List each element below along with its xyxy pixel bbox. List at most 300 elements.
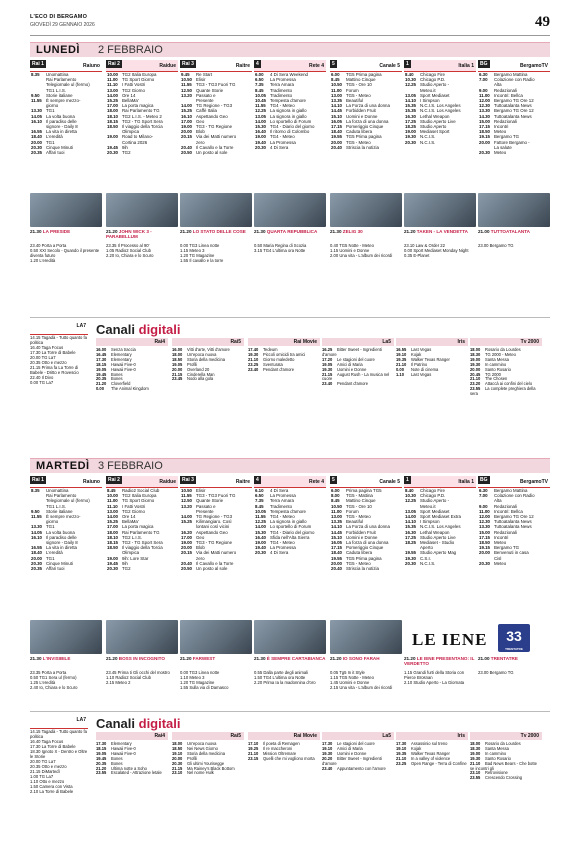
program-title: Walker Texas Ranger <box>411 356 450 362</box>
primetime-caption: 21.30 È SEMPRE CARTABIANCA <box>254 656 326 661</box>
program-title: Olimpica <box>122 129 140 135</box>
program-title: Rosario da Lourdes <box>485 741 521 746</box>
program-time: 19.35 <box>396 750 407 756</box>
late-program: 1.20 L'eredità <box>30 258 56 263</box>
late-programs <box>106 670 178 685</box>
program-title: giorno <box>46 103 59 109</box>
program-title: TG1 L.I.S. <box>46 87 67 93</box>
program-time: 8.35 <box>31 488 40 493</box>
program-title: Incontri: Bellca <box>494 92 523 98</box>
program-title: Il poeta di Remagen <box>263 741 300 746</box>
program-title: TG2 <box>122 566 131 572</box>
program-time: 6.10 <box>255 488 264 493</box>
program-title: Forum <box>346 87 359 93</box>
program-time: 8.45 <box>107 488 116 493</box>
program-title: Bad News Bears - Che botte se incontri gli <box>470 760 537 771</box>
program-time: 14.05 <box>31 113 42 119</box>
program-title: L'eredità <box>46 134 63 140</box>
program-time: 12.30 <box>479 103 490 109</box>
la7-program: 21.15 DiMartedì <box>30 769 60 774</box>
program-title: La vita in diretta <box>46 129 77 135</box>
program-title: Pendant d'amore <box>263 366 295 372</box>
channel-header <box>30 60 102 72</box>
program-time: 18.00 <box>107 529 118 535</box>
program-title: Il Cavallo e la Torre <box>196 560 234 566</box>
program-time: 16.05 <box>331 118 342 124</box>
la7-program: 20.00 TG La7 <box>30 759 56 764</box>
program-title: Presente <box>196 98 214 104</box>
program-title: Crescendo Crossing <box>485 775 523 781</box>
program-title: TG4 - Meteo <box>270 134 295 140</box>
program-time: 10.00 <box>107 493 118 499</box>
program-time: 19.10 <box>322 745 333 751</box>
program-time: 14.00 <box>107 92 118 98</box>
program-time: 16.55 <box>31 129 42 135</box>
rai2-logo: Rai 2 <box>108 477 120 483</box>
program-time: 21.15 <box>172 765 183 771</box>
program-time: 19.55 <box>331 555 342 561</box>
primetime-photo <box>30 193 102 227</box>
program-time: 11.10 <box>107 82 118 88</box>
program-time: 20.30 <box>172 760 183 766</box>
program-time: 11.55 <box>255 514 266 520</box>
channel-column <box>254 476 326 556</box>
la7-logo: LA7 <box>30 718 88 729</box>
digital-channel-header: La5 <box>322 338 394 346</box>
program-title: Elementary <box>111 741 132 746</box>
la7-program: 14.15 Tagadà - Tutto quanto fa politica <box>30 335 87 345</box>
program-time: 19.40 <box>255 139 266 145</box>
program-title: Storie italiane <box>46 508 73 514</box>
program-time: 23.55 <box>96 770 107 776</box>
program-title: Cinque Minuti <box>46 560 73 566</box>
program-time: 13.05 <box>405 92 416 98</box>
program-time: 21.15 <box>172 371 183 377</box>
la7-program: 17.30 La Torre di Babele <box>30 744 76 749</box>
program-time: 21.10 <box>396 755 407 761</box>
program-time: 11.00 <box>479 508 490 514</box>
program-title: Uomini e Donne <box>346 113 378 119</box>
la7-program: 20.35 Otto e mezzo <box>30 360 67 365</box>
program-row <box>404 140 476 145</box>
late-program: 1.15 TG5 Notte - Meteo <box>330 675 374 680</box>
program-time: 19.00 <box>405 129 416 135</box>
late-program: 23.40 Porta a Porta <box>30 243 67 248</box>
program-time: 6.00 <box>331 72 340 77</box>
program-title: La signora in giallo <box>270 113 307 119</box>
channel-name: Raitre <box>235 479 250 485</box>
channel-column <box>404 60 476 145</box>
program-title: TG4 - Meteo <box>270 540 295 546</box>
program-time: 18.00 <box>470 347 481 352</box>
program-title: Mediaset - Studio <box>420 540 455 546</box>
program-row <box>30 150 102 155</box>
program-time: 12.50 <box>181 87 192 93</box>
program-time: 19.00 <box>255 134 266 140</box>
channel-column <box>180 476 252 571</box>
program-time: 11.10 <box>107 503 118 509</box>
la7-program: 1.50 Camera con Vista <box>30 784 73 789</box>
channel-header <box>478 476 550 488</box>
program-title: Bitter Sweet - Ingredienti d'amore <box>322 347 382 357</box>
program-time: 15.00 <box>479 118 490 124</box>
program-time: 15.35 <box>405 108 416 114</box>
program-title: Via dei Matti numero <box>196 550 237 556</box>
program-title: I Simpson <box>420 519 440 525</box>
program-time: 18.10 <box>107 113 118 119</box>
program-title: 9ih <box>122 560 128 566</box>
primetime-time: 21.20 <box>180 229 193 234</box>
channel-column <box>254 60 326 150</box>
program-title: Quante Storie <box>196 498 224 504</box>
program-title: Bones <box>111 376 123 382</box>
late-program: 0.40 TG5 Notte - Meteo <box>330 243 374 248</box>
program-title: Studio Aperto - <box>420 498 450 504</box>
program-title: Bitter Sweet - Ingredienti d'amore <box>322 755 382 766</box>
program-title: TG4 - Meteo <box>270 514 295 520</box>
late-programs <box>180 243 252 263</box>
program-title: TG Regione - TG3 <box>196 103 233 109</box>
program-title: Unomattina <box>46 488 69 493</box>
digital-channel-header: Tv 2000 <box>470 732 542 740</box>
program-time: 21.10 <box>470 376 481 382</box>
la7-program: 1.10 Otto e mezzo <box>30 779 65 784</box>
rete4-logo: 4 <box>256 61 259 67</box>
program-time: 19.30 <box>322 366 333 372</box>
rai2-logo: Rai 2 <box>108 61 120 67</box>
program-title: Walker Texas Ranger <box>411 750 450 756</box>
digital-channel-column <box>96 742 168 776</box>
program-title: Il re maccheroni <box>263 745 293 751</box>
late-programs <box>404 670 476 685</box>
program-time: 23.55 <box>470 775 481 781</box>
program-title: La porta magica <box>122 524 154 530</box>
primetime-time: 21.00 <box>478 229 491 234</box>
program-time: 14.45 <box>331 529 342 535</box>
program-time: 19.10 <box>396 351 407 357</box>
program-title: La Forza di una donna <box>346 524 390 530</box>
program-time: 13.30 <box>31 108 42 114</box>
program-time: 15.25 <box>181 108 192 114</box>
program-time: 19.10 <box>396 745 407 751</box>
program-title: N.C.I.S. <box>420 134 436 140</box>
program-title: Un'epoca nuova <box>187 351 217 357</box>
program-title: Sport Mediaset Extra <box>420 514 461 520</box>
program-time: 16.45 <box>96 351 107 357</box>
program-time: 20.30 <box>479 150 490 156</box>
program-time: 20.35 <box>31 150 42 156</box>
program-title: Studio Aperto Mag <box>420 550 457 556</box>
program-time: 19.45 <box>96 755 107 761</box>
program-title: La complete preghiera della sera <box>470 386 536 397</box>
program-title: È sempre mezzo- <box>46 514 81 520</box>
program-time: 8.45 <box>331 77 340 83</box>
program-title: TG2 - TG Sport Sera <box>122 540 163 546</box>
channel-header <box>254 476 326 488</box>
program-time: 20.15 <box>181 134 192 140</box>
program-title: Sport Mediaset <box>420 508 450 514</box>
program-title: Storia della medicina <box>187 750 226 756</box>
program-title: TG4 - Diario del giorno <box>270 529 315 535</box>
program-time: 11.00 <box>107 77 118 83</box>
program-title: Nel nome Hulk <box>187 770 214 776</box>
program-time: 23.40 <box>322 381 333 387</box>
program-time: 21.10 <box>470 760 481 766</box>
program-time: 15.35 <box>405 103 416 109</box>
program-time: 18.50 <box>172 356 183 362</box>
digital-program <box>396 373 468 378</box>
late-program: 2.15 Una vita - L'album dei ricordi <box>330 685 393 690</box>
program-title: Santa Messa <box>485 745 509 751</box>
program-title: La Promessa <box>270 493 296 499</box>
program-time: 14.00 <box>107 514 118 520</box>
program-time: 14.00 <box>255 118 266 124</box>
program-time: 23.25 <box>248 361 259 367</box>
late-program: 23.45 Prima ti Gli occhi del mostro <box>106 670 170 675</box>
program-time: 15.25 <box>107 98 118 104</box>
primetime-time: 21.20 <box>404 229 417 234</box>
schedule-grid-monday <box>30 60 550 263</box>
program-title: Note di cinema <box>411 366 439 372</box>
late-program: 1.10 Meteo 3 <box>180 675 205 680</box>
program-title: La Forza di una donna <box>346 103 390 109</box>
program-time: 10.50 <box>181 77 192 83</box>
program-title: Unomattina <box>46 72 69 77</box>
program-title: Giorno maledetto <box>263 356 295 362</box>
la7-program: 17.30 La Torre di Babele <box>30 350 76 355</box>
program-time: 18.00 <box>470 741 481 746</box>
digital-channel-header: Rai Movie <box>248 732 320 740</box>
program-time: 19.45 <box>107 560 118 566</box>
late-program: 1.15 Uomini e Donne <box>330 248 370 253</box>
program-title: giorno <box>46 519 59 525</box>
program-time: 18.50 <box>107 124 118 130</box>
program-time: 20.30 <box>255 144 266 150</box>
channel-column <box>180 60 252 155</box>
digital-channel-column <box>248 742 320 762</box>
program-title: signore - Daily 8 <box>46 124 78 130</box>
program-time: 12.30 <box>479 519 490 525</box>
channel-column <box>330 476 402 571</box>
digital-channel-header: Tv 2000 <box>470 338 542 346</box>
program-time: 6.50 <box>255 77 264 83</box>
program-time: 18.30 <box>470 351 481 357</box>
program-title: Quelli che mi vogliono morta <box>263 755 315 761</box>
program-title: La Promessa <box>270 139 296 145</box>
primetime-time: 21.30 <box>30 656 43 661</box>
program-time: 10.30 <box>405 77 416 83</box>
late-program: 1.20 TG Magazine <box>180 253 215 258</box>
late-programs <box>254 243 326 253</box>
program-time: 8.35 <box>31 72 40 77</box>
program-title: Bones <box>111 760 123 766</box>
program-title: Il viaggio della Torcia <box>122 124 163 130</box>
program-time: 20.00 <box>181 545 192 551</box>
late-program: 1.55 Il cavallo e la torre <box>180 258 224 263</box>
channel-column <box>478 476 550 566</box>
program-title: N.C.I.S. Los Angeles <box>420 108 461 114</box>
program-time: 15.30 <box>255 124 266 130</box>
program-time: 18.50 <box>107 545 118 551</box>
program-time: 16.00 <box>172 347 183 352</box>
rai3-logo: Rai 3 <box>182 477 194 483</box>
program-title: TG5 - Meteo <box>346 139 371 145</box>
primetime-caption: 21.20 JOHN WICK 3 - PARABELLUM <box>106 229 152 239</box>
program-title: zero <box>196 555 205 561</box>
program-title: TG1 L.I.S. <box>46 503 67 509</box>
program-time: 20.00 <box>331 560 342 566</box>
program-time: 12.25 <box>255 108 266 114</box>
digital-program <box>248 757 320 762</box>
program-time: 19.00 <box>470 356 481 362</box>
program-time: 20.30 <box>479 560 490 566</box>
late-program: 1.10 Radio2 Social Club <box>106 675 151 680</box>
channel-header <box>30 476 102 488</box>
program-title: Cinque Minuti <box>46 144 73 150</box>
program-title: Road to Milano- <box>122 134 153 140</box>
program-time: 12.25 <box>255 519 266 525</box>
program-time: 19.30 <box>405 555 416 561</box>
program-time: 16.10 <box>181 113 192 119</box>
late-program: 1.55 Sulla via di Damasco <box>180 685 229 690</box>
program-time: 17.00 <box>181 534 192 540</box>
channel-header <box>180 476 252 488</box>
program-title: TG5 Prima pagina <box>346 134 382 140</box>
late-programs <box>254 670 326 685</box>
program-row <box>404 561 476 566</box>
program-title: Incontri <box>494 534 509 540</box>
program-time: 13.30 <box>479 108 490 114</box>
program-time: 0.00 <box>96 386 104 392</box>
program-time: 15.25 <box>107 519 118 525</box>
digital-channel-column <box>322 742 394 771</box>
program-time: 13.30 <box>31 524 42 530</box>
program-row <box>180 150 252 155</box>
program-time: 16.40 <box>255 534 266 540</box>
program-time: 12.25 <box>405 82 416 88</box>
program-title: Alta <box>494 498 502 504</box>
program-time: 11.55 <box>255 103 266 109</box>
program-title: Meteo <box>494 540 507 546</box>
primetime-caption: 21.20 BOSS IN INCOGNITO <box>106 656 165 661</box>
program-title: Cortina 2026 <box>122 139 148 145</box>
program-time: 6.30 <box>479 488 488 493</box>
program-title: Tradimento <box>270 503 293 509</box>
program-title: Mattino Cinque <box>346 498 376 504</box>
channel-name: Raidue <box>159 479 176 485</box>
la7-program: 22.40 Il Divo <box>30 375 54 380</box>
program-time: 8.40 <box>405 488 414 493</box>
digital-program <box>322 767 394 772</box>
program-time: 18.50 <box>479 540 490 546</box>
program-title: Blob <box>196 129 205 135</box>
program-title: Vitti d'arte, Vitti d'amore <box>187 347 230 352</box>
canale5-logo: 5 <box>332 477 335 483</box>
program-title: Presente <box>196 508 214 514</box>
program-title: Storie italiane <box>46 92 73 98</box>
primetime-caption: 21.00 TUTTOATALANTA <box>478 229 530 234</box>
program-title: Tempesta d'amore <box>270 98 306 104</box>
program-title: Sventurata <box>263 361 283 367</box>
program-time: 20.35 <box>96 376 107 382</box>
program-time: 9.00 <box>479 503 488 509</box>
program-time: 9.45 <box>181 72 190 77</box>
program-title: Pomeriggio Cinque <box>346 124 384 130</box>
program-title: Lethal Weapon <box>420 529 450 535</box>
late-program: 0.00 TG3 Linea notte <box>180 243 220 248</box>
primetime-caption: 21.20 LO STATO DELLE COSE <box>180 229 246 234</box>
program-time: 16.10 <box>31 118 42 124</box>
late-program: 1.50 TG4 L'ultima ora Notte <box>254 675 306 680</box>
rete4-logo: 4 <box>256 477 259 483</box>
program-title: Studio Aperto Live <box>420 118 456 124</box>
primetime-caption: 21.20 IO SONO FARAH <box>330 656 380 661</box>
program-time: 19.30 <box>470 361 481 367</box>
program-title: Sport Mediaset <box>420 92 450 98</box>
program-title: Bergamo TG Ore 12 <box>494 98 534 104</box>
publication-date: GIOVEDÌ 29 GENNAIO 2026 <box>30 22 95 28</box>
program-title: La volta buona <box>46 113 75 119</box>
program-title: TG4 - Meteo <box>270 103 295 109</box>
la7-program: 14.15 Tagadà - Tutto quanto fa politica <box>30 729 87 739</box>
program-time: 16.00 <box>96 347 107 352</box>
program-title: Le stagioni del cuore <box>337 741 375 746</box>
late-programs <box>30 243 102 263</box>
channel-name: BergamoTV <box>519 479 548 485</box>
primetime-time: 21.20 <box>180 656 193 661</box>
program-time: 14.10 <box>331 103 342 109</box>
program-title: La volta buona <box>46 529 75 535</box>
primetime-photo <box>478 193 550 227</box>
program-time: 9.50 <box>31 508 40 514</box>
program-time: 19.45 <box>107 144 118 150</box>
program-time: 18.40 <box>31 550 42 556</box>
program-time: 19.30 <box>405 134 416 140</box>
program-title: Last Vegas <box>411 347 432 352</box>
trentatre-label: TRENTATRE <box>505 647 523 651</box>
la7-column <box>30 324 88 385</box>
channel-name: Raidue <box>159 63 176 69</box>
program-title: Pendant d'amore <box>337 381 369 387</box>
program-time: 19.00 <box>181 540 192 546</box>
channel-column <box>106 476 178 571</box>
channel-name: Canale 5 <box>379 63 400 69</box>
program-time: 18.40 <box>331 550 342 556</box>
program-time: 13.05 <box>255 113 266 119</box>
la7-program: 18.30 Ignoto X - Dentro e Oltre le Storie <box>30 749 88 759</box>
program-time: 20.40 <box>181 560 192 566</box>
program-time: 20.30 <box>107 150 118 156</box>
program-row <box>180 566 252 571</box>
program-title: Bergamo Mattina <box>494 72 528 77</box>
program-title: Piccoli omicidi tra amici <box>263 351 306 357</box>
program-title: Nodo alla gola <box>187 376 214 382</box>
program-time: 14.10 <box>405 98 416 104</box>
program-title: TG5 Prima pagina <box>346 555 382 561</box>
program-time: 17.00 <box>107 524 118 530</box>
la7-program: 2.10 La Torre di Babele <box>30 789 74 794</box>
program-title: Terra Amara <box>270 82 294 88</box>
digital-channel-header: Iris <box>396 338 468 346</box>
program-title: N.C.I.S. Los Angeles <box>420 524 461 530</box>
program-time: 14.00 <box>181 103 192 109</box>
program-time: 16.40 <box>255 129 266 135</box>
program-title: Alta <box>494 82 502 88</box>
late-program: 23.10 Law & Order 22 <box>404 243 445 248</box>
program-time: 21.10 <box>396 361 407 367</box>
program-time: 17.15 <box>331 545 342 551</box>
program-time: 17.15 <box>331 124 342 130</box>
